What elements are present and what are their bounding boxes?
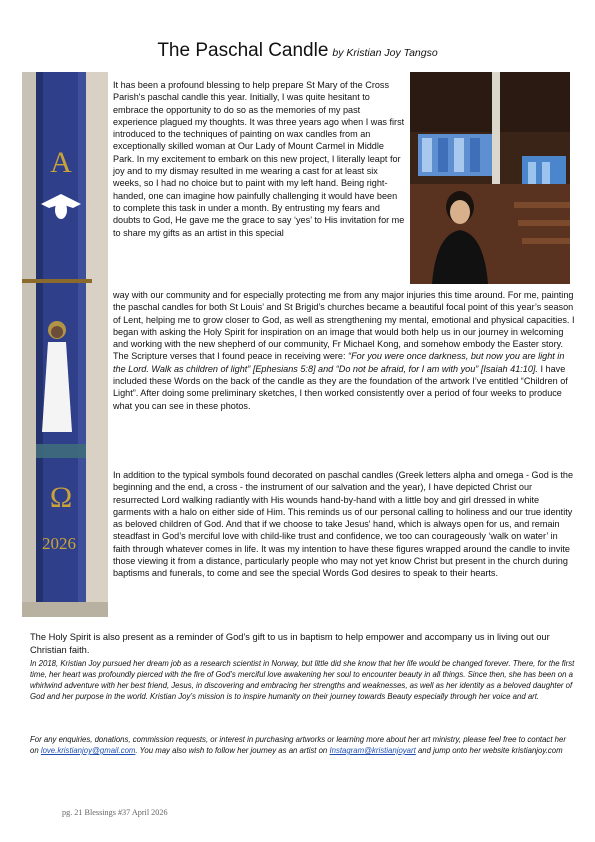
church-photo <box>410 72 570 284</box>
paragraph-2-start: way with our community and for especially protecting me from any major injuries this time around. For me, painting the paschal candles for both St Louis’ and St Brigid’s churches became a beautiful focal point of this year’s season of Lent, helping me to grow closer to God, as well as strengthening my mental, emotional and physical capacities. I began with asking the Holy Spirit for inspiration on an image that would both help us in our journey in welcoming and working with the new shepherd of our community, Fr Michael Kong, and somehow embody the Easter story. The Scripture verses that I found peace in receiving were: <box>113 290 575 362</box>
body-paragraph-3: In addition to the typical symbols found decorated on paschal candles (Greek letters alpha and omega - God is the beginning and the end, a cross - the instrument of our salvation and the year), I have depicted Christ our resurrected Lord walking radiantly with His wounds hand-by-hand with a little boy and girl dressed in white garments with a halo on either side of Him. This reminds us of our personal calling to holiness and our true identity as beloved children of God. And that if we choose to take Jesus' hand, which is always open for us, and remain steadfast in God’s merciful love with child-like trust and confidence, we too can courageously ‘walk on water’ in faith through whatever comes in life. It was my intention to have these figures wrapped around the candle to invite those viewing it from a distance, particularly people who may not yet know Christ but present in the church during baptisms and funerals, to come and see the special Words God desires to speak to their hearts. <box>113 470 574 579</box>
contact-text-2: . You may also wish to follow her journey as an artist on <box>135 746 330 755</box>
paschal-candle-illustration <box>22 72 108 617</box>
page-footer: pg. 21 Blessings #37 April 2026 <box>62 808 168 817</box>
author-bio: In 2018, Kristian Joy pursued her dream job as a research scientist in Norway, but little did she know that her life would be changed forever. There, for the first time, her heart was profoundly pierced with the fire of God’s merciful love awakening her soul to encounter beauty in all things. Since then, she has been on a whirlwind adventure with her best friend, Jesus, in discovering and embracing her strengths and weaknesses, as well as her identity as a beloved daughter of God and her purpose in the world. Kristian Joy’s mission is to inspire humanity on their journey towards Beauty especially through her voice and art. <box>30 659 575 701</box>
contact-text-1: For any enquiries, donations, commission requests, or interest in purchasing artworks or learning more about her art ministry, please feel free to contact her on <box>30 735 566 755</box>
contact-text-3: and jump onto her website kristianjoy.com <box>415 746 563 755</box>
candle-photo <box>22 72 108 617</box>
body-paragraph-2 <box>113 289 575 412</box>
candle-omega: Ω <box>49 481 73 514</box>
instagram-link[interactable]: Instagram@kristianjoyart <box>329 746 416 755</box>
email-link[interactable]: love.kristianjoy@gmail.com <box>40 746 136 755</box>
contact-note <box>30 734 575 756</box>
scripture-quote: “For you were once darkness, but now you are light in the Lord. Walk as children of light” [Ephesians 5:8] and “Do not be afraid, for I am with you” [Isaiah 41:10]. <box>113 351 565 374</box>
artist-with-candle-photo <box>410 72 570 284</box>
body-paragraph-1: It has been a profound blessing to help prepare St Mary of the Cross Parish's paschal candle this year. Initially, I was quite hesitant to embrace the opportunity to do so as the memories of my past experience plagued my thoughts. It was three years ago when I was first introduced to the techniques of painting on wax candles from an exceptionally skilled woman at Our Lady of Mount Carmel in Middle Park. In my excitement to embark on this new project, I literally leapt for joy and to my dismay resulted in me wearing a cast for at least six weeks, so I had no choice but to paint with my left hand. Being right-handed, one can imagine how painfully challenging it would have been to complete this task in under a month. By entrusting my fears and doubts to God, He gave me the grace to say ‘yes’ to His invitation for me to share my gifts as an artist in this special <box>113 80 405 238</box>
paragraph-2-end: I have included these Words on the back of the candle as they are the foundation of the artwork I’ve entitled “Children of Light”. After doing some preliminary sketches, I then worked consistently over a period of four weeks to produce what you can see in these photos. <box>113 363 568 411</box>
title-byline: by Kristian Joy Tangso <box>332 47 438 59</box>
page-title <box>0 40 595 62</box>
candle-alpha: Α <box>50 146 72 179</box>
water-band <box>36 444 86 458</box>
artist-face <box>450 200 470 224</box>
cross-arm <box>22 279 92 283</box>
body-paragraph-4: The Holy Spirit is also present as a reminder of God’s gift to us in baptism to help empower and accompany us in living out our Christian faith. <box>30 632 550 655</box>
candle-year: 2026 <box>42 534 76 553</box>
title-main: The Paschal Candle <box>157 40 329 61</box>
